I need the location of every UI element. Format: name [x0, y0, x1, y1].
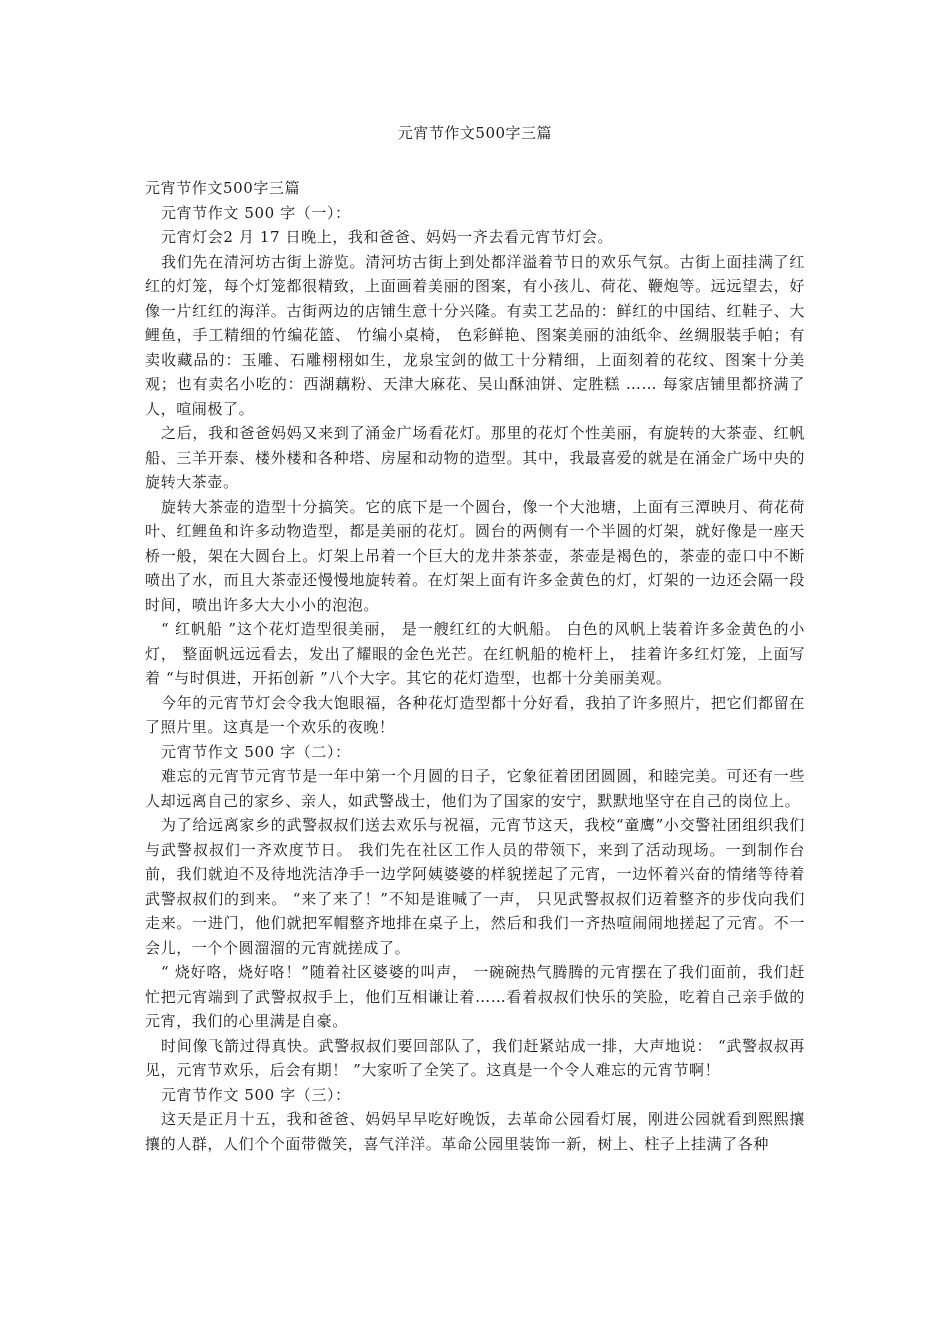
paragraph: 旋转大茶壶的造型十分搞笑。它的底下是一个圆台，像一个大池塘，上面有三潭映月、荷花荷叶、红鲤鱼和许多动物造型，都是美丽的花灯。圆台的两侧有一个半圆的灯架，就好像是一座天桥一般，架在大圆台上。灯架上吊着一个巨大的龙井茶茶壶，茶壶是褐色的，茶壶的壶口中不断喷出了水，而且大茶壶还慢慢地旋转着。在灯架上面有许多金黄色的灯，灯架的一边还会隔一段时间，喷出许多大大小小的泡泡。 — [145, 497, 805, 614]
section-subtitle: 元宵节作文 500 字（二）： — [161, 742, 351, 761]
section-subtitle: 元宵节作文 500 字（三）： — [161, 1085, 351, 1104]
paragraph: 难忘的元宵节元宵节是一年中第一个月圆的日子，它象征着团团圆圆，和睦完美。可还有一些人却远离自己的家乡、亲人，如武警战士，他们为了国家的安宁，默默地坚守在自己的岗位上。 — [145, 767, 805, 810]
paragraph: 为了给远离家乡的武警叔叔们送去欢乐与祝福，元宵节这天，我校“童鹰”小交警社团组织我们与武警叔叔们一齐欢度节日。 我们先在社区工作人员的带领下，来到了活动现场。一到制作台前，我们就迫不及待地洗洁净手一边学阿姨婆婆的样貌搓起了元宵，一边怀着兴奋的情绪等待着武警叔叔们的到来。 “来了来了！”不知是谁喊了一声， 只见武警叔叔们迈着整齐的步伐向我们走来。一进门，他们就把军帽整齐地排在桌子上，然后和我们一齐热喧闹闹地搓起了元宵。不一会儿，一个个圆溜溜的元宵就搓成了。 — [145, 816, 805, 957]
paragraph: 我们先在清河坊古街上游览。清河坊古街上到处都洋溢着节日的欢乐气氛。古街上面挂满了红红的灯笼，每个灯笼都很精致，上面画着美丽的图案，有小孩儿、荷花、鞭炮等。远远望去，好像一片红红的海洋。古街两边的店铺生意十分兴隆。有卖工艺品的：鲜红的中国结、红鞋子、大鲤鱼，手工精细的竹编花篮、 竹编小桌椅， 色彩鲜艳、图案美丽的油纸伞、丝绸服装手帕；有卖收藏品的：玉雕、石雕栩栩如生，龙泉宝剑的做工十分精细，上面刻着的花纹、图案十分美观；也有卖名小吃的：西湖藕粉、天津大麻花、吴山酥油饼、定胜糕 …… 每家店铺里都挤满了人，喧闹极了。 — [145, 252, 805, 418]
paragraph: 时间像飞箭过得真快。武警叔叔们要回部队了，我们赶紧站成一排，大声地说： “武警叔叔再见，元宵节欢乐，后会有期！ ”大家听了全笑了。这真是一个令人难忘的元宵节啊！ — [145, 1036, 805, 1079]
section-subtitle: 元宵节作文 500 字（一）： — [161, 203, 351, 222]
paragraph-list — [145, 201, 805, 1157]
paragraph: 元宵灯会2 月 17 日晚上，我和爸爸、妈妈一齐去看元宵节灯会。 — [161, 228, 614, 246]
paragraph: 之后，我和爸爸妈妈又来到了涌金广场看花灯。那里的花灯个性美丽，有旋转的大茶壶、红帆船、三羊开泰、楼外楼和各种塔、房屋和动物的造型。其中，我最喜爱的就是在涌金广场中央的旋转大茶壶。 — [145, 424, 805, 491]
paragraph: “ 烧好咯，烧好咯！”随着社区婆婆的叫声， 一碗碗热气腾腾的元宵摆在了我们面前，我们赶忙把元宵端到了武警叔叔手上，他们互相谦让着……看着叔叔们快乐的笑脸，吃着自己亲手做的元宵，我们的心里满是自豪。 — [145, 963, 805, 1030]
document-body — [145, 176, 805, 1156]
article-heading: 元宵节作文500字三篇 — [145, 179, 301, 197]
paragraph: 这天是正月十五，我和爸爸、妈妈早早吃好晚饭，去革命公园看灯展，刚进公园就看到熙熙攘攘的人群，人们个个面带微笑，喜气洋洋。革命公园里装饰一新，树上、柱子上挂满了各种 — [145, 1110, 805, 1153]
paragraph: “ 红帆船 ”这个花灯造型很美丽， 是一艘红红的大帆船。 白色的风帆上装着许多金黄色的小灯， 整面帆远远看去，发出了耀眼的金色光芒。在红帆船的桅杆上， 挂着许多红灯笼，上面写着 “与时俱进，开拓创新 ”八个大字。其它的花灯造型，也都十分美丽美观。 — [145, 620, 805, 687]
document-title: 元宵节作文500字三篇 — [397, 124, 553, 142]
paragraph: 今年的元宵节灯会令我大饱眼福，各种花灯造型都十分好看，我拍了许多照片，把它们都留在了照片里。这真是一个欢乐的夜晚！ — [145, 693, 805, 736]
